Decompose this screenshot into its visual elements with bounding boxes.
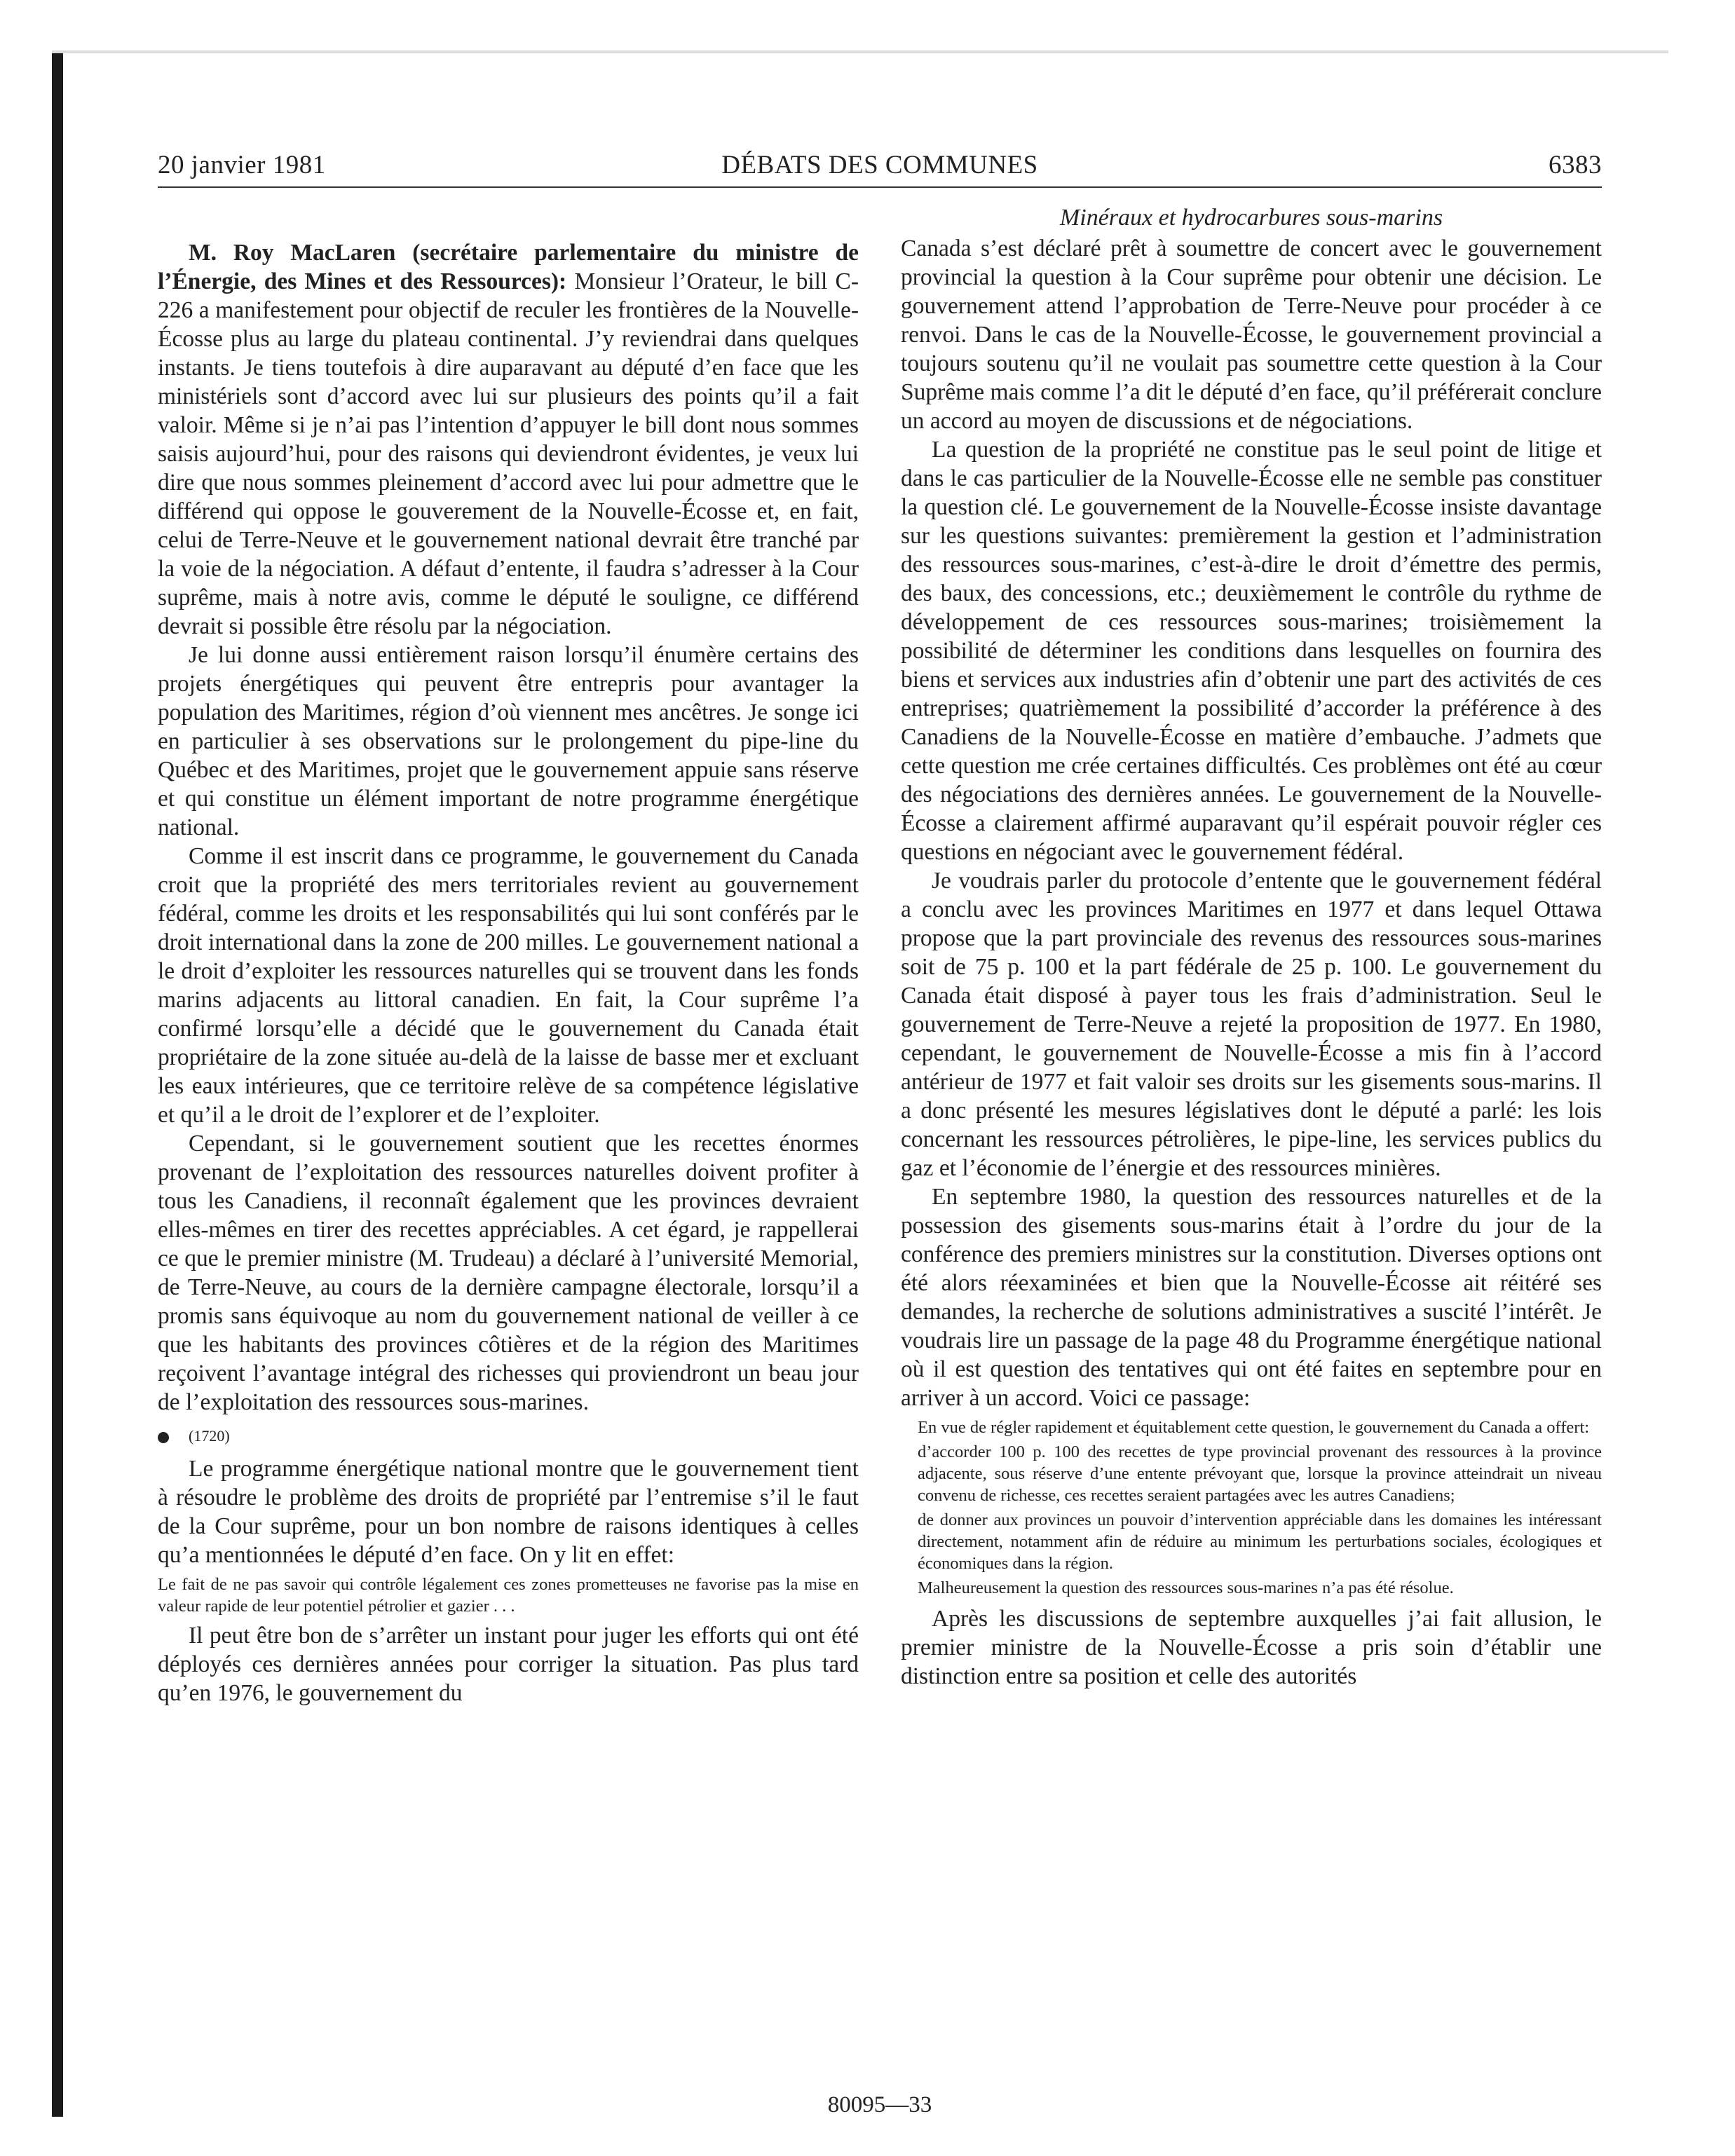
- speech-paragraph: Je lui donne aussi entièrement raison lorsqu’il énumère certains des projets énergétiques qui peuvent être entrepris pour avantager la population des Maritimes, région d’où viennent mes ancêtres. Je songe ici en particulier à ses observations sur le prolongement du pipe-line du Québec et des Maritimes, projet que le gouvernement appuie sans réserve et qui constitue un élément important de notre programme énergétique national.: [158, 642, 859, 840]
- header-page-number: 6383: [1549, 151, 1602, 179]
- bullet-icon: [158, 1432, 169, 1443]
- speaker-name: M. Roy MacLaren (secrétaire parlementaire du ministre de l’Énergie, des Mines et des Ressources):: [158, 240, 859, 294]
- block-quote-intro: En vue de régler rapidement et équitablement cette question, le gouvernement du Canada a offert:: [918, 1418, 1590, 1437]
- speech-paragraph: Canada s’est déclaré prêt à soumettre de concert avec le gouvernement provincial la question à la Cour suprême pour obtenir une décision. Le gouvernement attend l’approbation de Terre-Neuve pour procéder à ce renvoi. Dans le cas de la Nouvelle-Écosse, le gouvernement provincial a toujours soutenu qu’il ne voulait pas soumettre cette question à la Cour Suprême mais comme l’a dit le député d’en face, qu’il préférerait conclure un accord au moyen de discussions et de négociations.: [901, 236, 1602, 434]
- block-quote-item: Malheureusement la question des ressources sous-marines n’a pas été résolue.: [918, 1578, 1454, 1597]
- scan-edge-top: [52, 50, 1668, 53]
- time-marker: [158, 1424, 859, 1449]
- right-column: [901, 203, 1602, 1691]
- speech-paragraph: La question de la propriété ne constitue pas le seul point de litige et dans le cas particulier de la Nouvelle-Écosse elle ne semble pas constituer la question clé. Le gouvernement de la Nouvelle-Écosse insiste davantage sur les questions suivantes: premièrement la gestion et l’administration des ressources sous-marines, c’est-à-dire le droit d’émettre des permis, des baux, des concessions, etc.; deuxièmement le contrôle du rythme de développement de ces ressources sous-marines; troisièmement la possibilité de déterminer les conditions dans lesquelles on fournira des biens et services aux industries afin d’obtenir une part des activités de ces entreprises; quatrièmement la possibilité d’accorder la préférence à des Canadiens de la Nouvelle-Écosse en matière d’embauche. J’admets que cette question me crée certaines difficultés. Ces problèmes ont été au cœur des négociations des dernières années. Le gouvernement de la Nouvelle-Écosse a clairement affirmé auparavant qu’il espérait pouvoir régler ces questions en négociant avec le gouvernement fédéral.: [901, 437, 1602, 865]
- speech-paragraph: En septembre 1980, la question des ressources naturelles et de la possession des gisements sous-marins était à l’ordre du jour de la conférence des premiers ministres sur la constitution. Diverses options ont été alors réexaminées et bien que la Nouvelle-Écosse ait réitéré ses demandes, la recherche de solutions administratives a suscité l’intérêt. Je voudrais lire un passage de la page 48 du Programme énergétique national où il est question des tentatives qui ont été faites en septembre pour en arriver à un accord. Voici ce passage:: [901, 1184, 1602, 1411]
- speech-paragraph: Cependant, si le gouvernement soutient que les recettes énormes provenant de l’exploitation des ressources naturelles doivent profiter à tous les Canadiens, il reconnaît également que les provinces devraient elles-mêmes en tirer des recettes appréciables. A cet égard, je rappellerai ce que le premier ministre (M. Trudeau) a déclaré à l’université Memorial, de Terre-Neuve, au cours de la dernière campagne électorale, lorsqu’il a promis sans équivoque au nom du gouvernement national de veiller à ce que les habitants des provinces côtières et de la région des Maritimes reçoivent l’avantage intégral des richesses qui proviendront un beau jour de l’exploitation des ressources sous-marines.: [158, 1131, 859, 1415]
- block-quote: Le fait de ne pas savoir qui contrôle légalement ces zones prometteuses ne favorise pas la mise en valeur rapide de leur potentiel pétrolier et gazier . . .: [158, 1575, 859, 1616]
- scan-edge: [52, 50, 63, 2117]
- running-head: [158, 150, 1602, 189]
- footer-code: 80095—33: [827, 2092, 932, 2117]
- speech-paragraph: Après les discussions de septembre auxquelles j’ai fait allusion, le premier ministre de la Nouvelle-Écosse a pris soin d’établir une distinction entre sa position et celle des autorités: [901, 1606, 1602, 1689]
- speech-paragraph: Il peut être bon de s’arrêter un instant pour juger les efforts qui ont été déployés ces dernières années pour corriger la situation. Pas plus tard qu’en 1976, le gouvernement du: [158, 1623, 859, 1706]
- speech-paragraph: [158, 238, 859, 641]
- speech-paragraph: Comme il est inscrit dans ce programme, le gouvernement du Canada croit que la propriété des mers territoriales revient au gouvernement fédéral, comme les droits et les responsabilités qui lui sont conférés par le droit international dans la zone de 200 milles. Le gouvernement national a le droit d’exploiter les ressources naturelles qui se trouvent dans les fonds marins adjacents au littoral canadien. En fait, la Cour suprême l’a confirmé lorsqu’elle a décidé que le gouvernement du Canada était propriétaire de la zone située au-delà de la laisse de basse mer et excluant les eaux intérieures, que ce territoire relève de sa compétence législative et qu’il a le droit de l’explorer et de l’exploiter.: [158, 843, 859, 1128]
- speech-text: Monsieur l’Orateur, le bill C-226 a manifestement pour objectif de reculer les frontières de la Nouvelle-Écosse plus au large du plateau continental. J’y reviendrai dans quelques instants. Je tiens toutefois à dire auparavant au député d’en face que les ministériels sont d’accord avec lui sur plusieurs des points qu’il a fait valoir. Même si je n’ai pas l’intention d’appuyer le bill dont nous sommes saisis aujourd’hui, pour des raisons qui deviendront évidentes, je veux lui dire que nous sommes pleinement d’accord avec lui pour admettre que le différend qui oppose le gouverement de la Nouvelle-Écosse et, en fait, celui de Terre-Neuve et le gouvernement national devrait être tranché par la voie de la négociation. A défaut d’entente, il faudra s’adresser à la Cour suprême, mais à notre avis, comme le député le souligne, ce différend devrait si possible être résolu par la négociation.: [158, 268, 859, 639]
- document-page: [158, 133, 1602, 2138]
- block-quote-item: de donner aux provinces un pouvoir d’intervention appréciable dans les domaines les intéressant directement, notamment afin de réduire au minimum les perturbations sociales, écologiques et économiques dans la région.: [918, 1510, 1602, 1573]
- header-date: 20 janvier 1981: [158, 151, 326, 179]
- speech-paragraph: Le programme énergétique national montre que le gouvernement tient à résoudre le problème des droits de propriété par l’entremise s’il le faut de la Cour suprême, pour un bon nombre de raisons identiques à celles qu’a mentionnées le député d’en face. On y lit en effet:: [158, 1456, 859, 1568]
- left-column: [158, 238, 859, 1707]
- time-marker-label: (1720): [189, 1427, 230, 1445]
- speech-paragraph: Je voudrais parler du protocole d’entente que le gouvernement fédéral a conclu avec les provinces Maritimes en 1977 et dans lequel Ottawa propose que la part provinciale des revenus des ressources sous-marines soit de 75 p. 100 et la part fédérale de 25 p. 100. Le gouvernement du Canada était disposé à payer tous les frais d’administration. Seul le gouvernement de Terre-Neuve a rejeté la proposition de 1977. En 1980, cependant, le gouvernement de Nouvelle-Écosse a mis fin à l’accord antérieur de 1977 et fait valoir ses droits sur les gisements sous-marins. Il a donc présenté les mesures législatives dont le député a parlé: les lois concernant les ressources pétrolières, le pipe-line, les services publics du gaz et l’économie de l’énergie et des ressources minières.: [901, 868, 1602, 1181]
- header-title: DÉBATS DES COMMUNES: [721, 151, 1038, 179]
- header-rule: [158, 186, 1602, 188]
- section-title: Minéraux et hydrocarbures sous-marins: [1059, 205, 1443, 231]
- block-quote-item: d’accorder 100 p. 100 des recettes de type provincial provenant des ressources à la province adjacente, sous réserve d’une entente prévoyant que, lorsque la province atteindrait un niveau convenu de richesse, ces recettes seraient partagées avec les autres Canadiens;: [918, 1442, 1602, 1505]
